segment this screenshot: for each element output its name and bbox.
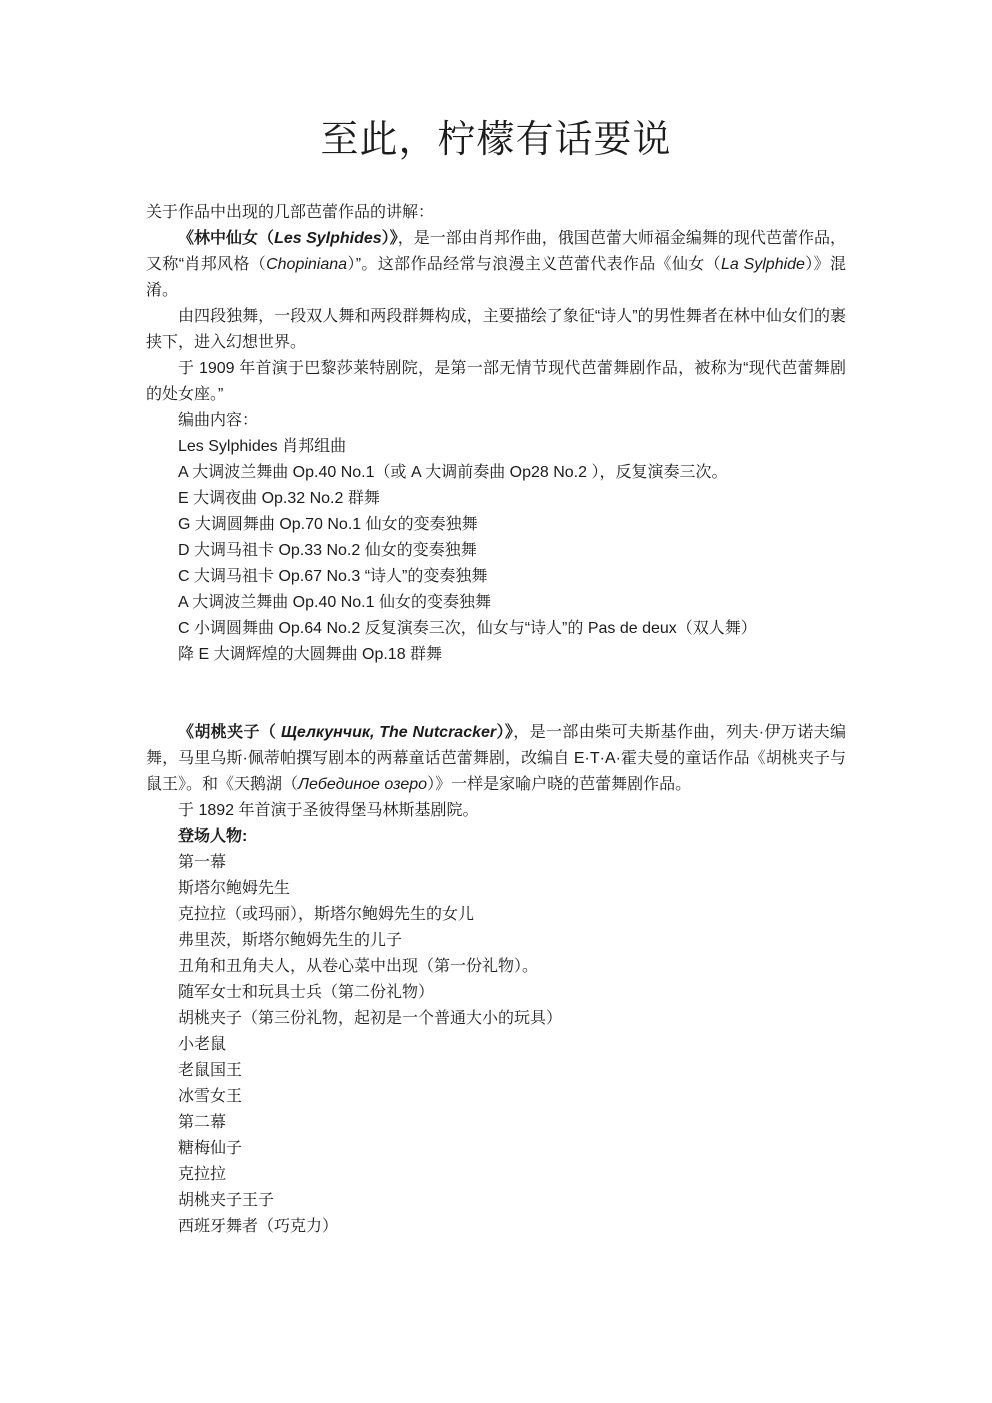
score-list — [146, 434, 846, 668]
character-list-item: 丑角和丑角夫人，从卷心菜中出现（第一份礼物）。 — [178, 957, 539, 975]
character-list-item: 胡桃夹子王子 — [178, 1191, 275, 1209]
score-list-item: G 大调圆舞曲 Op.70 No.1 仙女的变奏独舞 — [178, 515, 478, 533]
score-list-item: C 小调圆舞曲 Op.64 No.2 反复演奏三次，仙女与“诗人”的 Pas de deux（双人舞） — [178, 619, 757, 637]
characters-heading: 登场人物: — [178, 827, 248, 845]
text-run: Лебединое озеро — [298, 775, 428, 793]
score-list-item: A 大调波兰舞曲 Op.40 No.1（或 A 大调前奏曲 Op28 No.2 ），反复演奏三次。 — [178, 463, 728, 481]
sylphides-paragraph-2: 由四段独舞，一段双人舞和两段群舞构成，主要描绘了象征“诗人”的男性舞者在林中仙女们的裹挟下，进入幻想世界。 — [146, 307, 846, 351]
score-list-item: E 大调夜曲 Op.32 No.2 群舞 — [178, 489, 380, 507]
text-run: ，是一部由肖邦作曲，俄国芭蕾大师福金编舞的现代芭蕾作品，又称“肖邦风格（ — [146, 229, 846, 273]
text-run: 《林中仙女（ — [178, 229, 275, 247]
text-run: Chopiniana — [266, 255, 348, 273]
character-list-item: 西班牙舞者（巧克力） — [178, 1217, 339, 1235]
character-list-item: 小老鼠 — [178, 1035, 227, 1053]
character-list-item: 随军女士和玩具士兵（第二份礼物） — [178, 983, 435, 1001]
character-list-item: 克拉拉 — [178, 1165, 227, 1183]
text-run: ）》一样是家喻户晓的芭蕾舞剧作品。 — [427, 775, 692, 793]
sylphides-paragraph-3: 于 1909 年首演于巴黎莎莱特剧院，是第一部无情节现代芭蕾舞剧作品，被称为“现代芭蕾舞剧的处女座。” — [146, 359, 846, 403]
text-run: La Sylphide — [720, 255, 805, 273]
score-list-item: D 大调马祖卡 Op.33 No.2 仙女的变奏独舞 — [178, 541, 477, 559]
character-list-item: 胡桃夹子（第三份礼物，起初是一个普通大小的玩具） — [178, 1009, 563, 1027]
score-list-item: C 大调马祖卡 Op.67 No.3 “诗人”的变奏独舞 — [178, 567, 488, 585]
character-list-item: 弗里茨，斯塔尔鲍姆先生的儿子 — [178, 931, 403, 949]
page-title: 至此，柠檬有话要说 — [320, 119, 672, 161]
intro-line: 关于作品中出现的几部芭蕾作品的讲解： — [146, 203, 435, 221]
text-run: Les Sylphides — [274, 229, 382, 247]
text-run: ）》混淆。 — [146, 255, 846, 299]
nutcracker-paragraph — [146, 720, 846, 798]
characters-list — [146, 850, 846, 1240]
score-list-item: Les Sylphides 肖邦组曲 — [178, 437, 347, 455]
character-list-item: 冰雪女王 — [178, 1087, 243, 1105]
section-divider-space — [146, 668, 846, 720]
score-list-item: A 大调波兰舞曲 Op.40 No.1 仙女的变奏独舞 — [178, 593, 491, 611]
text-run: ）》 — [496, 723, 514, 741]
character-list-item: 第一幕 — [178, 853, 227, 871]
character-list-item: 斯塔尔鲍姆先生 — [178, 879, 291, 897]
premiere-line: 于 1892 年首演于圣彼得堡马林斯基剧院。 — [178, 801, 479, 819]
character-list-item: 老鼠国王 — [178, 1061, 243, 1079]
character-list-item: 第二幕 — [178, 1113, 227, 1131]
document-body — [146, 200, 846, 1240]
text-run: ）”。这部作品经常与浪漫主义芭蕾代表作品《仙女（ — [347, 255, 721, 273]
text-run: 《胡桃夹子（ — [178, 723, 282, 741]
text-run: ）》 — [381, 229, 398, 247]
character-list-item: 糖梅仙子 — [178, 1139, 243, 1157]
sylphides-paragraph-1 — [146, 226, 846, 304]
score-list-item: 降 E 大调辉煌的大圆舞曲 Op.18 群舞 — [178, 645, 443, 663]
text-run: ，是一部由柴可夫斯基作曲，列夫·伊万诺夫编舞，马里乌斯·佩蒂帕撰写剧本的两幕童话芭蕾舞剧，改编自 E·T·A·霍夫曼的童话作品《胡桃夹子与鼠王》。和《天鹅湖（ — [146, 723, 846, 793]
text-run: Щелкунчик, The Nutcracker — [281, 723, 497, 741]
score-heading: 编曲内容： — [178, 411, 259, 429]
character-list-item: 克拉拉（或玛丽），斯塔尔鲍姆先生的女儿 — [178, 905, 475, 923]
